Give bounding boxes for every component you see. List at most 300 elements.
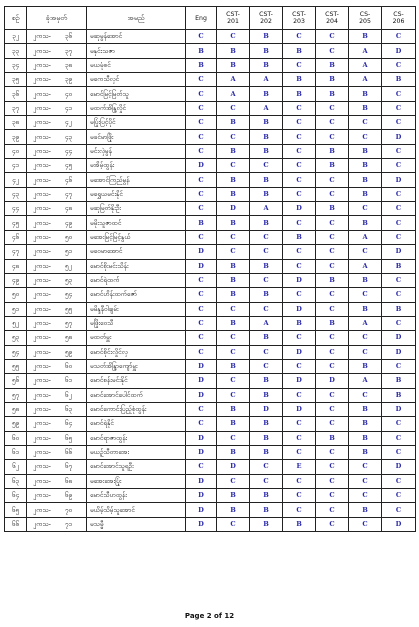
roll-digits: ၅၉ (64, 347, 73, 356)
table-row (5, 316, 416, 330)
roll-prefix: ၂ကသ- (33, 218, 51, 227)
table-row (5, 173, 416, 187)
student-name: မောင်ရဲနိုင် (87, 417, 186, 431)
grade-cell: B (316, 144, 349, 158)
row-number: ၃၈ (5, 116, 27, 130)
row-number: ၆၁ (5, 445, 27, 459)
grade-cell: C (186, 460, 217, 474)
student-name: မခင်မာဖြိုး (87, 130, 186, 144)
student-name: မအေးမြင့်မြင့်နွယ် (87, 230, 186, 244)
grade-cell: C (186, 187, 217, 201)
student-name: မအောင်ကြည်မွန် (87, 173, 186, 187)
table-row (5, 58, 416, 72)
table-row (5, 431, 416, 445)
grade-cell: C (217, 230, 250, 244)
grade-cell: D (283, 302, 316, 316)
roll-number (27, 101, 87, 115)
grade-cell: B (250, 417, 283, 431)
grade-cell: B (349, 159, 382, 173)
roll-number (27, 503, 87, 517)
roll-number (27, 302, 87, 316)
grade-cell: B (349, 30, 382, 44)
header-subject: CST- 201 (217, 7, 250, 30)
grade-cell: D (186, 503, 217, 517)
grade-cell: C (186, 173, 217, 187)
grade-cell: D (283, 273, 316, 287)
grade-cell: C (217, 101, 250, 115)
student-name: မဝေမာအောင် (87, 245, 186, 259)
row-number: ၅၄ (5, 345, 27, 359)
grade-cell: C (382, 159, 416, 173)
grade-cell: C (316, 445, 349, 459)
roll-number (27, 388, 87, 402)
grade-cell: D (382, 331, 416, 345)
grade-cell: B (250, 173, 283, 187)
grade-cell: A (250, 101, 283, 115)
roll-number (27, 130, 87, 144)
grade-cell: B (349, 445, 382, 459)
grade-cell: B (316, 273, 349, 287)
grade-cell: C (382, 216, 416, 230)
grade-cell: D (283, 374, 316, 388)
grade-cell: B (283, 230, 316, 244)
grade-cell: C (316, 517, 349, 531)
grade-cell: B (349, 359, 382, 373)
student-name: မောင်ရာဇာထွန်း (87, 431, 186, 445)
row-number: ၅၀ (5, 288, 27, 302)
grade-cell: C (316, 130, 349, 144)
student-name: မောင်ရဲထက် (87, 273, 186, 287)
grade-cell: C (283, 288, 316, 302)
grade-cell: B (217, 316, 250, 330)
roll-prefix: ၂ကသ- (33, 276, 51, 285)
roll-prefix: ၂ကသ- (33, 505, 51, 514)
grade-cell: C (382, 445, 416, 459)
roll-digits: ၅၁ (64, 247, 73, 256)
grade-cell: B (283, 87, 316, 101)
student-name: မယမုံစင် (87, 58, 186, 72)
grade-cell: C (283, 417, 316, 431)
table-row (5, 417, 416, 431)
table-row (5, 202, 416, 216)
grade-cell: D (217, 460, 250, 474)
row-number: ၅၈ (5, 402, 27, 416)
grade-cell: C (382, 359, 416, 373)
roll-digits: ၇၁ (64, 519, 73, 528)
table-row (5, 288, 416, 302)
row-number: ၅၁ (5, 302, 27, 316)
roll-prefix: ၂ကသ- (33, 462, 51, 471)
roll-number (27, 345, 87, 359)
row-number: ၅၅ (5, 359, 27, 373)
grade-cell: B (217, 216, 250, 230)
roll-number (27, 144, 87, 158)
grade-cell: C (316, 259, 349, 273)
row-number: ၆၃ (5, 474, 27, 488)
grade-cell: B (349, 87, 382, 101)
grade-cell: C (217, 331, 250, 345)
table-row (5, 388, 416, 402)
header-subject: Eng (186, 7, 217, 30)
grade-cell: B (349, 144, 382, 158)
grade-cell: D (186, 489, 217, 503)
roll-digits: ၅၅ (64, 304, 73, 313)
student-name: မောင်ဟိန်းထက်ဇော် (87, 288, 186, 302)
roll-number (27, 187, 87, 201)
grade-cell: D (382, 44, 416, 58)
grade-cell: B (217, 44, 250, 58)
grade-cell: B (316, 87, 349, 101)
grade-cell: B (217, 445, 250, 459)
roll-prefix: ၂ကသ- (33, 247, 51, 256)
grade-cell: B (283, 44, 316, 58)
row-number: ၅၇ (5, 388, 27, 402)
roll-number (27, 58, 87, 72)
grade-cell: C (283, 101, 316, 115)
roll-prefix: ၂ကသ- (33, 103, 51, 112)
grade-cell: B (217, 489, 250, 503)
roll-digits: ၅၄ (64, 290, 73, 299)
grade-cell: C (382, 187, 416, 201)
student-name: မင်းလှဲမွန် (87, 144, 186, 158)
grade-cell: C (217, 431, 250, 445)
results-table (4, 6, 416, 532)
roll-digits: ၅၈ (64, 333, 73, 342)
student-name: မရွှေယမင်းနိုင် (87, 187, 186, 201)
grade-cell: D (382, 245, 416, 259)
grade-cell: C (382, 503, 416, 517)
roll-number (27, 159, 87, 173)
table-row (5, 489, 416, 503)
grade-cell: D (316, 374, 349, 388)
grade-cell: C (382, 202, 416, 216)
roll-number (27, 402, 87, 416)
roll-digits: ၇၀ (64, 505, 73, 514)
page-footer: Page 2 of 12 (184, 612, 235, 620)
roll-number (27, 273, 87, 287)
grade-cell: C (316, 388, 349, 402)
grade-cell: D (186, 374, 217, 388)
grade-cell: C (316, 345, 349, 359)
grade-cell: C (382, 58, 416, 72)
grade-cell: B (382, 374, 416, 388)
roll-number (27, 445, 87, 459)
roll-number (27, 87, 87, 101)
grade-cell: C (349, 245, 382, 259)
grade-cell: B (349, 187, 382, 201)
grade-cell: B (316, 58, 349, 72)
table-row (5, 44, 416, 58)
table-body (5, 30, 416, 532)
row-number: ၄၆ (5, 230, 27, 244)
roll-number (27, 374, 87, 388)
grade-cell: B (250, 489, 283, 503)
row-number: ၄၄ (5, 202, 27, 216)
roll-prefix: ၂ကသ- (33, 290, 51, 299)
grade-cell: C (349, 331, 382, 345)
grade-cell: B (217, 259, 250, 273)
grade-cell: D (186, 245, 217, 259)
grade-cell: B (250, 445, 283, 459)
grade-cell: D (382, 173, 416, 187)
grade-cell: B (349, 101, 382, 115)
grade-cell: B (217, 288, 250, 302)
grade-cell: C (283, 144, 316, 158)
grade-cell: C (283, 30, 316, 44)
roll-digits: ၃၆ (64, 32, 73, 41)
grade-cell: D (186, 159, 217, 173)
student-name: မသမ္မီ (87, 517, 186, 531)
grade-cell: A (349, 44, 382, 58)
roll-digits: ၆၁ (64, 376, 73, 385)
table-row (5, 331, 416, 345)
table-row (5, 474, 416, 488)
roll-digits: ၆၅ (64, 433, 73, 442)
grade-cell: A (349, 58, 382, 72)
grade-cell: C (217, 130, 250, 144)
roll-digits: ၆၇ (64, 462, 73, 471)
roll-prefix: ၂ကသ- (33, 75, 51, 84)
grade-cell: A (250, 202, 283, 216)
row-number: ၄၀ (5, 144, 27, 158)
results-sheet (4, 6, 415, 532)
student-name: မောင်စိုးမင်းသိန်း (87, 259, 186, 273)
roll-digits: ၅၂ (64, 261, 72, 270)
grade-cell: D (186, 517, 217, 531)
grade-cell: C (316, 402, 349, 416)
grade-cell: C (283, 216, 316, 230)
grade-cell: C (217, 345, 250, 359)
grade-cell: C (382, 417, 416, 431)
grade-cell: C (382, 116, 416, 130)
table-row (5, 144, 416, 158)
header-subject: CST- 203 (283, 7, 316, 30)
grade-cell: C (186, 302, 217, 316)
roll-digits: ၆၉ (64, 491, 73, 500)
grade-cell: C (382, 316, 416, 330)
student-name: မမိုးသူဇာထင် (87, 216, 186, 230)
grade-cell: C (186, 273, 217, 287)
grade-cell: C (283, 474, 316, 488)
grade-cell: B (283, 517, 316, 531)
grade-cell: C (186, 73, 217, 87)
grade-cell: B (382, 388, 416, 402)
grade-cell: D (382, 345, 416, 359)
table-row (5, 460, 416, 474)
grade-cell: B (217, 273, 250, 287)
grade-cell: C (316, 30, 349, 44)
roll-prefix: ၂ကသ- (33, 89, 51, 98)
student-name: မောင်သီဟထွန်း (87, 489, 186, 503)
grade-cell: D (283, 402, 316, 416)
grade-cell: B (186, 216, 217, 230)
grade-cell: B (250, 431, 283, 445)
roll-digits: ၆၀ (64, 362, 73, 371)
roll-digits: ၅၇ (64, 319, 73, 328)
grade-cell: B (217, 116, 250, 130)
grade-cell: B (316, 431, 349, 445)
row-number: ၃၆ (5, 87, 27, 101)
grade-cell: B (250, 187, 283, 201)
grade-cell: C (186, 101, 217, 115)
table-row (5, 402, 416, 416)
grade-cell: C (349, 460, 382, 474)
grade-cell: D (186, 474, 217, 488)
roll-digits: ၃၈ (64, 60, 73, 69)
roll-number (27, 259, 87, 273)
grade-cell: C (316, 460, 349, 474)
grade-cell: C (250, 474, 283, 488)
grade-cell: B (250, 288, 283, 302)
grade-cell: B (316, 73, 349, 87)
table-row (5, 159, 416, 173)
grade-cell: C (186, 288, 217, 302)
grade-cell: D (186, 388, 217, 402)
grade-cell: C (283, 489, 316, 503)
student-name: မအိမ့်ထွန်း (87, 159, 186, 173)
student-name: မောင်မြင့်မြတ်သူ (87, 87, 186, 101)
grade-cell: B (250, 58, 283, 72)
grade-cell: B (349, 173, 382, 187)
grade-cell: C (283, 173, 316, 187)
roll-prefix: ၂ကသ- (33, 491, 51, 500)
grade-cell: C (382, 101, 416, 115)
roll-number (27, 30, 87, 44)
grade-cell: D (250, 402, 283, 416)
roll-number (27, 245, 87, 259)
grade-cell: C (283, 58, 316, 72)
student-name: မထက်အိန္ဒြလှိုင် (87, 101, 186, 115)
roll-prefix: ၂ကသ- (33, 448, 51, 457)
grade-cell: B (283, 316, 316, 330)
grade-cell: C (186, 202, 217, 216)
grade-cell: D (382, 130, 416, 144)
grade-cell: C (217, 245, 250, 259)
table-row (5, 101, 416, 115)
roll-prefix: ၂ကသ- (33, 419, 51, 428)
row-number: ၅၂ (5, 316, 27, 330)
roll-digits: ၆၈ (64, 476, 73, 485)
grade-cell: B (382, 259, 416, 273)
table-row (5, 273, 416, 287)
roll-prefix: ၂ကသ- (33, 46, 51, 55)
grade-cell: C (316, 216, 349, 230)
grade-cell: C (250, 359, 283, 373)
row-number: ၄၉ (5, 273, 27, 287)
grade-cell: C (186, 30, 217, 44)
grade-cell: C (186, 402, 217, 416)
grade-cell: C (186, 144, 217, 158)
grade-cell: A (349, 316, 382, 330)
grade-cell: B (250, 374, 283, 388)
grade-cell: E (283, 460, 316, 474)
roll-number (27, 44, 87, 58)
roll-digits: ၃၉ (64, 75, 73, 84)
grade-cell: B (349, 216, 382, 230)
table-row (5, 259, 416, 273)
grade-cell: C (186, 130, 217, 144)
roll-digits: ၄၂ (64, 118, 72, 127)
grade-cell: C (250, 345, 283, 359)
grade-cell: B (250, 503, 283, 517)
row-number: ၃၉ (5, 130, 27, 144)
roll-number (27, 316, 87, 330)
roll-prefix: ၂ကသ- (33, 433, 51, 442)
row-number: ၃၃ (5, 44, 27, 58)
roll-number (27, 288, 87, 302)
table-row (5, 517, 416, 531)
grade-cell: B (250, 517, 283, 531)
student-name: မမိန္ဒနီဝါချမ်း (87, 302, 186, 316)
student-name: မကေသီလှင် (87, 73, 186, 87)
grade-cell: C (283, 130, 316, 144)
grade-cell: C (217, 159, 250, 173)
roll-digits: ၆၃ (64, 405, 73, 414)
grade-cell: C (217, 517, 250, 531)
grade-cell: B (250, 331, 283, 345)
grade-cell: C (349, 116, 382, 130)
roll-prefix: ၂ကသ- (33, 132, 51, 141)
grade-cell: D (186, 431, 217, 445)
row-number: ၃၇ (5, 101, 27, 115)
header-subject: CST- 202 (250, 7, 283, 30)
roll-prefix: ၂ကသ- (33, 175, 51, 184)
roll-number (27, 417, 87, 431)
header-subject: CS- 206 (382, 7, 416, 30)
grade-cell: D (382, 460, 416, 474)
grade-cell: C (283, 259, 316, 273)
roll-digits: ၆၂ (64, 390, 72, 399)
grade-cell: D (382, 402, 416, 416)
roll-prefix: ၂ကသ- (33, 161, 51, 170)
row-number: ၃၂ (5, 30, 27, 44)
roll-prefix: ၂ကသ- (33, 261, 51, 270)
grade-cell: C (316, 288, 349, 302)
grade-cell: B (316, 159, 349, 173)
student-name: မဖြိုးဝေသီ (87, 316, 186, 330)
grade-cell: B (217, 402, 250, 416)
grade-cell: C (316, 331, 349, 345)
grade-cell: C (283, 159, 316, 173)
table-header (5, 7, 416, 30)
grade-cell: C (217, 302, 250, 316)
roll-number (27, 331, 87, 345)
grade-cell: B (250, 388, 283, 402)
grade-cell: A (250, 316, 283, 330)
grade-cell: D (283, 345, 316, 359)
grade-cell: B (250, 130, 283, 144)
grade-cell: C (283, 245, 316, 259)
table-row (5, 374, 416, 388)
grade-cell: B (217, 417, 250, 431)
roll-digits: ၄၀ (64, 89, 73, 98)
grade-cell: C (349, 345, 382, 359)
student-name: မောင်အောင်သူရဦး (87, 460, 186, 474)
roll-prefix: ၂ကသ- (33, 347, 51, 356)
grade-cell: D (283, 202, 316, 216)
row-number: ၆၄ (5, 489, 27, 503)
roll-digits: ၄၅ (64, 161, 73, 170)
table-row (5, 230, 416, 244)
grade-cell: B (186, 58, 217, 72)
roll-prefix: ၂ကသ- (33, 189, 51, 198)
grade-cell: B (217, 58, 250, 72)
table-row (5, 116, 416, 130)
grade-cell: A (217, 87, 250, 101)
grade-cell: C (186, 316, 217, 330)
roll-digits: ၄၈ (64, 204, 73, 213)
grade-cell: A (349, 259, 382, 273)
